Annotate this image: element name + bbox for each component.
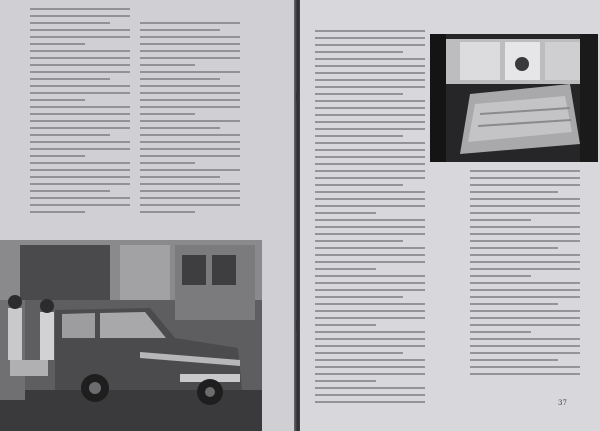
text-line (140, 183, 240, 185)
text-line (315, 128, 425, 130)
text-line (470, 268, 580, 270)
text-line (470, 359, 558, 361)
text-line (315, 184, 403, 186)
text-line (470, 282, 580, 284)
text-line (140, 99, 240, 101)
text-line (315, 93, 403, 95)
text-line (140, 78, 220, 80)
text-line (470, 226, 580, 228)
text-line (470, 261, 580, 263)
text-line (30, 211, 85, 213)
text-line (140, 155, 240, 157)
text-line (140, 71, 240, 73)
text-line (315, 352, 403, 354)
text-line (30, 169, 130, 171)
text-line (30, 64, 130, 66)
binding-mark-bottom (296, 320, 299, 330)
text-line (470, 352, 580, 354)
text-line (315, 58, 425, 60)
text-line (315, 268, 376, 270)
text-line (30, 141, 130, 143)
text-line (315, 401, 425, 403)
right-page (300, 0, 600, 431)
text-line (470, 212, 580, 214)
text-line (315, 44, 425, 46)
text-line (315, 79, 425, 81)
text-line (140, 197, 240, 199)
text-line (315, 282, 425, 284)
text-line (315, 296, 403, 298)
left-page-text-column-1 (30, 8, 130, 218)
text-line (30, 134, 110, 136)
car-photo-street (0, 240, 262, 431)
text-line (30, 155, 85, 157)
text-line (315, 380, 376, 382)
text-line (140, 169, 240, 171)
text-line (470, 338, 580, 340)
text-line (30, 183, 130, 185)
text-line (140, 50, 240, 52)
text-line (30, 120, 130, 122)
text-line (140, 43, 240, 45)
text-line (140, 64, 195, 66)
station-wagon-interior-image (430, 34, 598, 162)
text-line (315, 261, 425, 263)
text-line (140, 120, 240, 122)
text-line (315, 114, 425, 116)
text-line (315, 142, 425, 144)
text-line (315, 107, 425, 109)
text-line (470, 373, 580, 375)
text-line (315, 72, 425, 74)
text-line (470, 289, 580, 291)
text-line (315, 163, 425, 165)
text-line (315, 37, 425, 39)
text-line (315, 65, 425, 67)
text-line (315, 233, 425, 235)
text-line (140, 22, 240, 24)
text-line (140, 36, 240, 38)
text-line (30, 36, 130, 38)
text-line (30, 148, 130, 150)
text-line (140, 57, 240, 59)
text-line (315, 317, 425, 319)
text-line (140, 127, 220, 129)
text-line (470, 219, 531, 221)
text-line (315, 177, 425, 179)
text-line (140, 211, 195, 213)
text-line (30, 190, 110, 192)
text-line (30, 29, 130, 31)
text-line (315, 191, 425, 193)
right-page-text-column-2 (315, 170, 425, 408)
text-line (315, 240, 403, 242)
text-line (315, 198, 425, 200)
text-line (30, 43, 85, 45)
text-line (140, 176, 220, 178)
text-line (470, 170, 580, 172)
text-line (470, 366, 580, 368)
car-interior-photo (430, 34, 598, 162)
text-line (315, 387, 425, 389)
text-line (315, 86, 425, 88)
text-line (30, 92, 130, 94)
text-line (315, 149, 425, 151)
text-line (315, 170, 425, 172)
text-line (315, 51, 403, 53)
left-page-text-column-2 (140, 22, 240, 218)
text-line (315, 373, 425, 375)
text-line (315, 100, 425, 102)
text-line (470, 233, 580, 235)
text-line (470, 310, 580, 312)
text-line (140, 29, 220, 31)
text-line (470, 303, 558, 305)
text-line (30, 113, 130, 115)
text-line (140, 148, 240, 150)
text-line (315, 212, 376, 214)
text-line (140, 141, 240, 143)
text-line (315, 121, 425, 123)
text-line (315, 338, 425, 340)
left-page (0, 0, 296, 431)
text-line (470, 324, 580, 326)
text-line (470, 191, 558, 193)
text-line (470, 275, 531, 277)
station-wagon-street-image (0, 240, 262, 431)
text-line (470, 177, 580, 179)
text-line (30, 85, 130, 87)
binding-mark-top (296, 92, 299, 102)
right-page-text-column-1 (315, 30, 425, 170)
text-line (470, 247, 558, 249)
text-line (30, 22, 110, 24)
text-line (140, 204, 240, 206)
text-line (470, 240, 580, 242)
text-line (140, 190, 240, 192)
text-line (315, 324, 376, 326)
text-line (30, 127, 130, 129)
text-line (470, 317, 580, 319)
text-line (30, 197, 130, 199)
text-line (315, 135, 403, 137)
text-line (30, 162, 130, 164)
text-line (470, 254, 580, 256)
text-line (315, 303, 425, 305)
text-line (30, 204, 130, 206)
text-line (470, 205, 580, 207)
text-line (315, 394, 425, 396)
text-line (470, 296, 580, 298)
text-line (315, 310, 425, 312)
text-line (315, 289, 425, 291)
text-line (470, 331, 531, 333)
text-line (30, 57, 130, 59)
text-line (315, 359, 425, 361)
text-line (30, 78, 110, 80)
right-page-text-column-3 (470, 170, 580, 380)
text-line (470, 184, 580, 186)
text-line (140, 106, 240, 108)
text-line (30, 8, 130, 10)
text-line (315, 30, 425, 32)
text-line (315, 205, 425, 207)
text-line (30, 176, 130, 178)
text-line (140, 134, 240, 136)
text-line (140, 113, 195, 115)
text-line (315, 254, 425, 256)
text-line (315, 331, 425, 333)
text-line (140, 162, 195, 164)
text-line (315, 219, 425, 221)
text-line (315, 366, 425, 368)
text-line (140, 85, 240, 87)
text-line (315, 226, 425, 228)
text-line (470, 345, 580, 347)
page-number: 37 (558, 399, 567, 407)
text-line (30, 99, 85, 101)
text-line (30, 50, 130, 52)
text-line (30, 106, 130, 108)
text-line (140, 92, 240, 94)
text-line (30, 71, 130, 73)
text-line (315, 156, 425, 158)
text-line (315, 275, 425, 277)
text-line (315, 345, 425, 347)
text-line (30, 15, 130, 17)
text-line (315, 247, 425, 249)
text-line (470, 198, 580, 200)
